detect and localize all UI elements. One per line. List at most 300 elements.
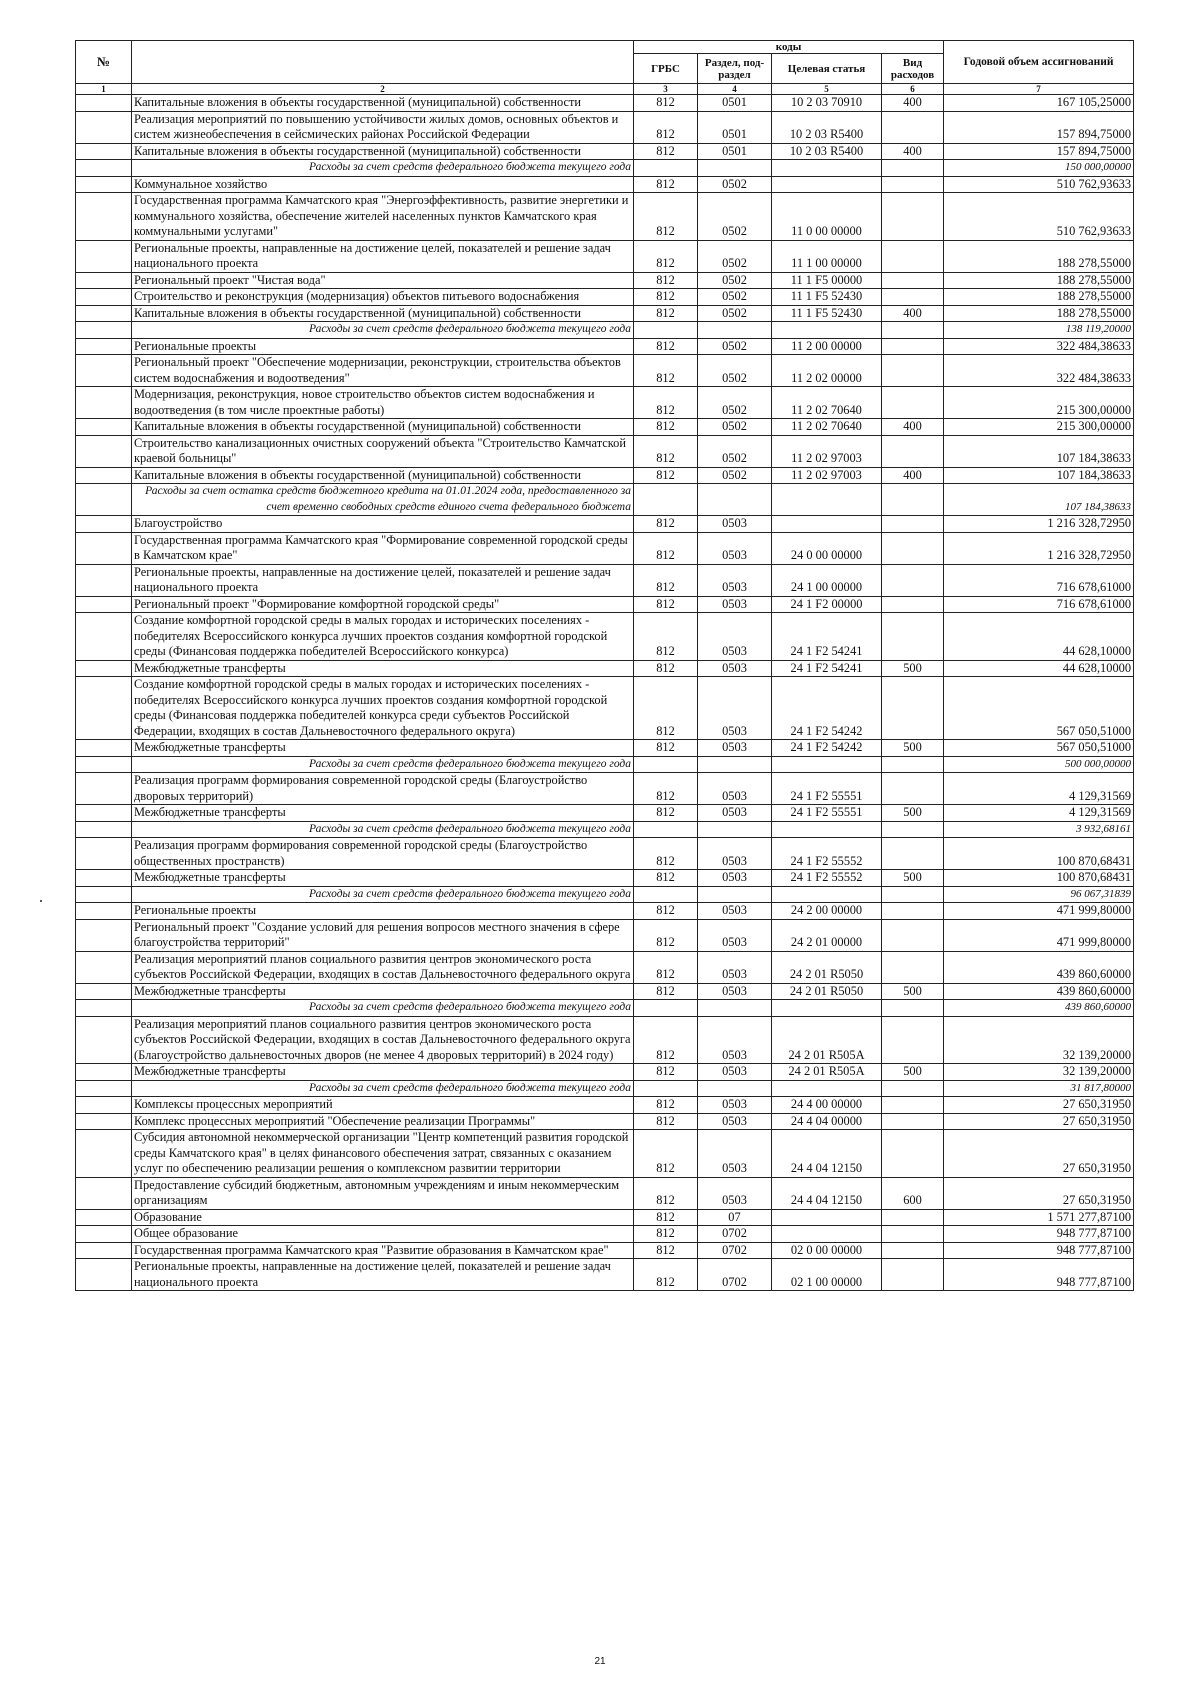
row-sum: 96 067,31839 — [944, 886, 1134, 903]
row-celevaya: 24 1 F2 55552 — [772, 870, 882, 887]
row-name: Расходы за счет средств федерального бюджета текущего года — [132, 160, 634, 177]
table-header — [76, 41, 1134, 95]
row-celevaya: 24 0 00 00000 — [772, 532, 882, 564]
row-name: Межбюджетные трансферты — [132, 1064, 634, 1081]
row-number — [76, 1226, 132, 1243]
row-number — [76, 387, 132, 419]
row-sum: 27 650,31950 — [944, 1130, 1134, 1178]
row-grbs: 812 — [634, 193, 698, 241]
table-row — [76, 660, 1134, 677]
budget-table-page — [75, 40, 1133, 1291]
row-sum: 27 650,31950 — [944, 1097, 1134, 1114]
table-row — [76, 773, 1134, 805]
row-celevaya — [772, 886, 882, 903]
row-celevaya: 24 2 01 00000 — [772, 919, 882, 951]
row-razdel: 0503 — [698, 660, 772, 677]
row-number — [76, 467, 132, 484]
row-grbs: 812 — [634, 387, 698, 419]
row-vid: 400 — [882, 467, 944, 484]
row-sum: 500 000,00000 — [944, 756, 1134, 773]
table-row — [76, 951, 1134, 983]
row-razdel: 0502 — [698, 355, 772, 387]
row-grbs: 812 — [634, 564, 698, 596]
row-celevaya: 11 2 02 00000 — [772, 355, 882, 387]
row-celevaya: 24 1 00 00000 — [772, 564, 882, 596]
row-razdel: 0503 — [698, 773, 772, 805]
header-godovoy: Годовой объем ассигнований — [944, 41, 1134, 84]
header-razdel: Раздел, под-раздел — [698, 54, 772, 84]
table-row — [76, 272, 1134, 289]
table-row — [76, 240, 1134, 272]
row-vid: 500 — [882, 983, 944, 1000]
row-name: Капитальные вложения в объекты государственной (муниципальной) собственности — [132, 467, 634, 484]
row-number — [76, 1016, 132, 1064]
table-row — [76, 564, 1134, 596]
row-name: Капитальные вложения в объекты государственной (муниципальной) собственности — [132, 143, 634, 160]
row-vid — [882, 1113, 944, 1130]
row-grbs: 812 — [634, 596, 698, 613]
table-row — [76, 677, 1134, 740]
row-vid — [882, 919, 944, 951]
row-grbs: 812 — [634, 1209, 698, 1226]
row-razdel — [698, 484, 772, 516]
row-number — [76, 773, 132, 805]
row-grbs: 812 — [634, 1177, 698, 1209]
row-sum: 157 894,75000 — [944, 143, 1134, 160]
row-number — [76, 305, 132, 322]
row-name: Государственная программа Камчатского края "Энергоэффективность, развитие энергетики и коммунального хозяйства, обеспечение жителей населенных пунктов Камчатского края коммунальными услугами" — [132, 193, 634, 241]
row-sum: 439 860,60000 — [944, 951, 1134, 983]
row-name: Комплекс процессных мероприятий "Обеспечение реализации Программы" — [132, 1113, 634, 1130]
row-razdel: 0501 — [698, 143, 772, 160]
row-sum: 27 650,31950 — [944, 1113, 1134, 1130]
row-vid: 400 — [882, 305, 944, 322]
row-celevaya: 02 1 00 00000 — [772, 1259, 882, 1291]
row-sum: 948 777,87100 — [944, 1226, 1134, 1243]
row-celevaya: 24 1 F2 54242 — [772, 740, 882, 757]
row-celevaya: 02 0 00 00000 — [772, 1242, 882, 1259]
row-number — [76, 193, 132, 241]
row-razdel: 0501 — [698, 95, 772, 112]
row-razdel: 0503 — [698, 532, 772, 564]
row-grbs: 812 — [634, 613, 698, 661]
row-name: Региональные проекты, направленные на достижение целей, показателей и решение задач национального проекта — [132, 1259, 634, 1291]
table-row — [76, 919, 1134, 951]
row-sum: 107 184,38633 — [944, 467, 1134, 484]
row-sum: 215 300,00000 — [944, 419, 1134, 436]
row-sum: 100 870,68431 — [944, 870, 1134, 887]
row-razdel: 0502 — [698, 176, 772, 193]
row-vid — [882, 532, 944, 564]
row-celevaya: 24 1 F2 55551 — [772, 805, 882, 822]
row-razdel — [698, 1080, 772, 1097]
budget-table — [75, 40, 1134, 1291]
table-row — [76, 1226, 1134, 1243]
table-row — [76, 1242, 1134, 1259]
row-vid: 600 — [882, 1177, 944, 1209]
row-celevaya: 24 1 F2 55551 — [772, 773, 882, 805]
row-sum: 322 484,38633 — [944, 338, 1134, 355]
row-number — [76, 983, 132, 1000]
note-row — [76, 1080, 1134, 1097]
row-number — [76, 886, 132, 903]
row-vid — [882, 387, 944, 419]
row-celevaya: 11 1 00 00000 — [772, 240, 882, 272]
row-number — [76, 1064, 132, 1081]
row-razdel: 0503 — [698, 919, 772, 951]
row-razdel: 0503 — [698, 805, 772, 822]
row-grbs: 812 — [634, 1130, 698, 1178]
row-grbs: 812 — [634, 870, 698, 887]
table-row — [76, 805, 1134, 822]
row-vid: 400 — [882, 95, 944, 112]
row-celevaya — [772, 821, 882, 838]
row-razdel: 0502 — [698, 467, 772, 484]
row-name: Региональный проект "Чистая вода" — [132, 272, 634, 289]
header-index: 2 — [132, 84, 634, 95]
row-number — [76, 870, 132, 887]
row-sum: 567 050,51000 — [944, 740, 1134, 757]
header-index: 7 — [944, 84, 1134, 95]
row-grbs: 812 — [634, 240, 698, 272]
table-row — [76, 740, 1134, 757]
table-row — [76, 355, 1134, 387]
row-number — [76, 532, 132, 564]
row-name: Региональные проекты — [132, 338, 634, 355]
row-celevaya: 10 2 03 R5400 — [772, 111, 882, 143]
row-grbs: 812 — [634, 1113, 698, 1130]
row-razdel: 0702 — [698, 1242, 772, 1259]
row-celevaya: 11 2 02 70640 — [772, 419, 882, 436]
header-index: 1 — [76, 84, 132, 95]
row-vid — [882, 1000, 944, 1017]
table-row — [76, 1130, 1134, 1178]
row-razdel: 0502 — [698, 289, 772, 306]
note-row — [76, 160, 1134, 177]
row-celevaya: 24 4 04 12150 — [772, 1130, 882, 1178]
row-razdel: 0503 — [698, 983, 772, 1000]
table-row — [76, 289, 1134, 306]
row-sum: 44 628,10000 — [944, 613, 1134, 661]
row-grbs: 812 — [634, 919, 698, 951]
row-sum: 215 300,00000 — [944, 387, 1134, 419]
row-razdel — [698, 160, 772, 177]
table-row — [76, 1209, 1134, 1226]
row-name: Региональный проект "Обеспечение модернизации, реконструкции, строительства объектов систем водоснабжения и водоотведения" — [132, 355, 634, 387]
row-grbs: 812 — [634, 143, 698, 160]
row-name: Расходы за счет остатка средств бюджетного кредита на 01.01.2024 года, предоставленного за счет временно свободных средств единого счета федерального бюджета — [132, 484, 634, 516]
row-number — [76, 355, 132, 387]
row-celevaya: 24 4 04 12150 — [772, 1177, 882, 1209]
page-number: 21 — [594, 1656, 606, 1667]
row-vid — [882, 756, 944, 773]
row-grbs — [634, 821, 698, 838]
row-celevaya: 11 2 02 97003 — [772, 467, 882, 484]
note-row — [76, 484, 1134, 516]
row-vid — [882, 289, 944, 306]
table-row — [76, 1097, 1134, 1114]
table-row — [76, 435, 1134, 467]
row-number — [76, 338, 132, 355]
row-razdel: 0503 — [698, 870, 772, 887]
row-razdel: 0503 — [698, 740, 772, 757]
row-razdel — [698, 821, 772, 838]
row-number — [76, 1097, 132, 1114]
row-name: Государственная программа Камчатского края "Формирование современной городской среды в Камчатском крае" — [132, 532, 634, 564]
row-razdel: 07 — [698, 1209, 772, 1226]
note-row — [76, 821, 1134, 838]
row-razdel: 0502 — [698, 387, 772, 419]
table-row — [76, 532, 1134, 564]
row-celevaya: 24 4 04 00000 — [772, 1113, 882, 1130]
row-vid — [882, 516, 944, 533]
row-name: Межбюджетные трансферты — [132, 983, 634, 1000]
row-razdel: 0503 — [698, 951, 772, 983]
row-celevaya — [772, 756, 882, 773]
row-sum: 510 762,93633 — [944, 176, 1134, 193]
row-celevaya — [772, 1226, 882, 1243]
note-row — [76, 756, 1134, 773]
row-celevaya: 24 1 F2 55552 — [772, 838, 882, 870]
row-razdel: 0503 — [698, 1177, 772, 1209]
row-name: Межбюджетные трансферты — [132, 660, 634, 677]
row-grbs: 812 — [634, 805, 698, 822]
table-row — [76, 387, 1134, 419]
row-sum: 948 777,87100 — [944, 1242, 1134, 1259]
row-razdel: 0702 — [698, 1226, 772, 1243]
row-number — [76, 919, 132, 951]
row-grbs — [634, 756, 698, 773]
row-name: Образование — [132, 1209, 634, 1226]
row-sum: 439 860,60000 — [944, 983, 1134, 1000]
table-row — [76, 1259, 1134, 1291]
row-number — [76, 903, 132, 920]
row-razdel: 0502 — [698, 272, 772, 289]
row-grbs — [634, 886, 698, 903]
header-grbs: ГРБС — [634, 54, 698, 84]
row-celevaya — [772, 1209, 882, 1226]
row-celevaya — [772, 1000, 882, 1017]
row-sum: 188 278,55000 — [944, 272, 1134, 289]
row-sum: 138 119,20000 — [944, 322, 1134, 339]
row-name: Расходы за счет средств федерального бюджета текущего года — [132, 886, 634, 903]
row-vid: 400 — [882, 419, 944, 436]
row-vid: 400 — [882, 143, 944, 160]
row-vid: 500 — [882, 740, 944, 757]
row-celevaya: 11 1 F5 00000 — [772, 272, 882, 289]
row-vid — [882, 677, 944, 740]
row-vid — [882, 355, 944, 387]
header-index-row — [76, 84, 1134, 95]
note-row — [76, 1000, 1134, 1017]
row-name: Расходы за счет средств федерального бюджета текущего года — [132, 821, 634, 838]
row-grbs: 812 — [634, 983, 698, 1000]
row-vid — [882, 1226, 944, 1243]
row-grbs: 812 — [634, 95, 698, 112]
row-sum: 107 184,38633 — [944, 435, 1134, 467]
row-vid — [882, 322, 944, 339]
row-number — [76, 419, 132, 436]
row-sum: 716 678,61000 — [944, 596, 1134, 613]
row-vid — [882, 111, 944, 143]
row-celevaya: 10 2 03 R5400 — [772, 143, 882, 160]
row-name: Расходы за счет средств федерального бюджета текущего года — [132, 756, 634, 773]
row-vid: 500 — [882, 1064, 944, 1081]
row-number — [76, 1259, 132, 1291]
row-sum: 44 628,10000 — [944, 660, 1134, 677]
table-row — [76, 613, 1134, 661]
row-vid — [882, 596, 944, 613]
row-number — [76, 111, 132, 143]
row-name: Реализация мероприятий планов социального развития центров экономического роста субъектов Российской Федерации, входящих в состав Дальневосточного федерального округа (Благоустройство дальневосточных дворов (не менее 4 дворовых территорий) в 2024 году) — [132, 1016, 634, 1064]
row-number — [76, 160, 132, 177]
row-sum: 439 860,60000 — [944, 1000, 1134, 1017]
row-razdel: 0503 — [698, 596, 772, 613]
table-row — [76, 1016, 1134, 1064]
row-vid — [882, 484, 944, 516]
row-number — [76, 289, 132, 306]
row-grbs — [634, 160, 698, 177]
row-grbs: 812 — [634, 1226, 698, 1243]
table-row — [76, 838, 1134, 870]
row-grbs: 812 — [634, 516, 698, 533]
row-name: Региональный проект "Создание условий для решения вопросов местного значения в сфере благоустройства территорий" — [132, 919, 634, 951]
row-grbs — [634, 322, 698, 339]
row-number — [76, 1113, 132, 1130]
table-row — [76, 143, 1134, 160]
row-celevaya: 11 1 F5 52430 — [772, 289, 882, 306]
row-celevaya — [772, 484, 882, 516]
table-row — [76, 1064, 1134, 1081]
row-sum: 567 050,51000 — [944, 677, 1134, 740]
row-name: Реализация мероприятий по повышению устойчивости жилых домов, основных объектов и систем жизнеобеспечения в сейсмических районах Российской Федерации — [132, 111, 634, 143]
table-row — [76, 176, 1134, 193]
row-celevaya: 11 0 00 00000 — [772, 193, 882, 241]
note-row — [76, 886, 1134, 903]
row-grbs: 812 — [634, 338, 698, 355]
row-name: Региональные проекты, направленные на достижение целей, показателей и решение задач национального проекта — [132, 564, 634, 596]
row-sum: 1 216 328,72950 — [944, 532, 1134, 564]
row-razdel: 0502 — [698, 419, 772, 436]
row-vid — [882, 886, 944, 903]
row-razdel: 0502 — [698, 435, 772, 467]
header-index: 4 — [698, 84, 772, 95]
row-vid — [882, 903, 944, 920]
row-celevaya: 24 2 01 R505A — [772, 1064, 882, 1081]
row-number — [76, 613, 132, 661]
row-number — [76, 1130, 132, 1178]
row-sum: 1 216 328,72950 — [944, 516, 1134, 533]
row-sum: 1 571 277,87100 — [944, 1209, 1134, 1226]
row-name: Капитальные вложения в объекты государственной (муниципальной) собственности — [132, 419, 634, 436]
row-vid — [882, 613, 944, 661]
row-razdel: 0502 — [698, 305, 772, 322]
row-grbs: 812 — [634, 677, 698, 740]
row-grbs: 812 — [634, 903, 698, 920]
row-sum: 471 999,80000 — [944, 903, 1134, 920]
row-sum: 471 999,80000 — [944, 919, 1134, 951]
row-number — [76, 677, 132, 740]
row-number — [76, 1209, 132, 1226]
scan-speck — [40, 900, 42, 902]
table-row — [76, 596, 1134, 613]
row-sum: 716 678,61000 — [944, 564, 1134, 596]
row-number — [76, 805, 132, 822]
row-vid — [882, 838, 944, 870]
row-celevaya — [772, 160, 882, 177]
table-row — [76, 467, 1134, 484]
row-name: Межбюджетные трансферты — [132, 805, 634, 822]
table-row — [76, 338, 1134, 355]
table-body — [76, 95, 1134, 1291]
row-grbs: 812 — [634, 419, 698, 436]
row-grbs: 812 — [634, 532, 698, 564]
row-name: Создание комфортной городской среды в малых городах и исторических поселениях - победителях Всероссийского конкурса лучших проектов создания комфортной городской среды (Финансовая поддержка победителей конкурса среди субъектов Российской Федерации, входящих в состав Дальневосточного федерального округа) — [132, 677, 634, 740]
row-sum: 107 184,38633 — [944, 484, 1134, 516]
row-name: Строительство и реконструкция (модернизация) объектов питьевого водоснабжения — [132, 289, 634, 306]
row-celevaya: 11 2 02 97003 — [772, 435, 882, 467]
row-vid: 500 — [882, 660, 944, 677]
row-sum: 31 817,80000 — [944, 1080, 1134, 1097]
row-name: Коммунальное хозяйство — [132, 176, 634, 193]
row-sum: 4 129,31569 — [944, 773, 1134, 805]
row-sum: 32 139,20000 — [944, 1064, 1134, 1081]
row-razdel: 0503 — [698, 1064, 772, 1081]
row-vid — [882, 272, 944, 289]
row-number — [76, 740, 132, 757]
row-sum: 150 000,00000 — [944, 160, 1134, 177]
row-vid — [882, 1097, 944, 1114]
row-name: Расходы за счет средств федерального бюджета текущего года — [132, 1080, 634, 1097]
row-sum: 27 650,31950 — [944, 1177, 1134, 1209]
row-name: Предоставление субсидий бюджетным, автономным учреждениям и иным некоммерческим организациям — [132, 1177, 634, 1209]
row-name: Региональные проекты, направленные на достижение целей, показателей и решение задач национального проекта — [132, 240, 634, 272]
row-vid — [882, 951, 944, 983]
row-grbs: 812 — [634, 1016, 698, 1064]
row-name: Расходы за счет средств федерального бюджета текущего года — [132, 322, 634, 339]
table-row — [76, 419, 1134, 436]
row-name: Субсидия автономной некоммерческой организации "Центр компетенций развития городской среды Камчатского края" в целях финансового обеспечения затрат, связанных с оказанием услуг по обеспечению реализации решения о комплексном развитии территории — [132, 1130, 634, 1178]
row-name: Расходы за счет средств федерального бюджета текущего года — [132, 1000, 634, 1017]
row-grbs: 812 — [634, 435, 698, 467]
row-sum: 32 139,20000 — [944, 1016, 1134, 1064]
row-celevaya: 24 1 F2 00000 — [772, 596, 882, 613]
row-celevaya: 10 2 03 70910 — [772, 95, 882, 112]
header-num: № — [76, 41, 132, 84]
row-number — [76, 838, 132, 870]
row-vid — [882, 1259, 944, 1291]
row-sum: 188 278,55000 — [944, 289, 1134, 306]
row-razdel — [698, 1000, 772, 1017]
row-razdel: 0502 — [698, 193, 772, 241]
row-grbs: 812 — [634, 1097, 698, 1114]
row-name: Общее образование — [132, 1226, 634, 1243]
row-celevaya: 11 1 F5 52430 — [772, 305, 882, 322]
row-grbs: 812 — [634, 305, 698, 322]
row-number — [76, 516, 132, 533]
row-razdel: 0502 — [698, 338, 772, 355]
row-name: Комплексы процессных мероприятий — [132, 1097, 634, 1114]
row-celevaya: 24 1 F2 54241 — [772, 613, 882, 661]
row-grbs: 812 — [634, 838, 698, 870]
row-number — [76, 484, 132, 516]
row-name: Капитальные вложения в объекты государственной (муниципальной) собственности — [132, 305, 634, 322]
header-celevaya: Целевая статья — [772, 54, 882, 84]
row-grbs — [634, 1000, 698, 1017]
row-grbs: 812 — [634, 660, 698, 677]
table-row — [76, 903, 1134, 920]
row-sum: 157 894,75000 — [944, 111, 1134, 143]
